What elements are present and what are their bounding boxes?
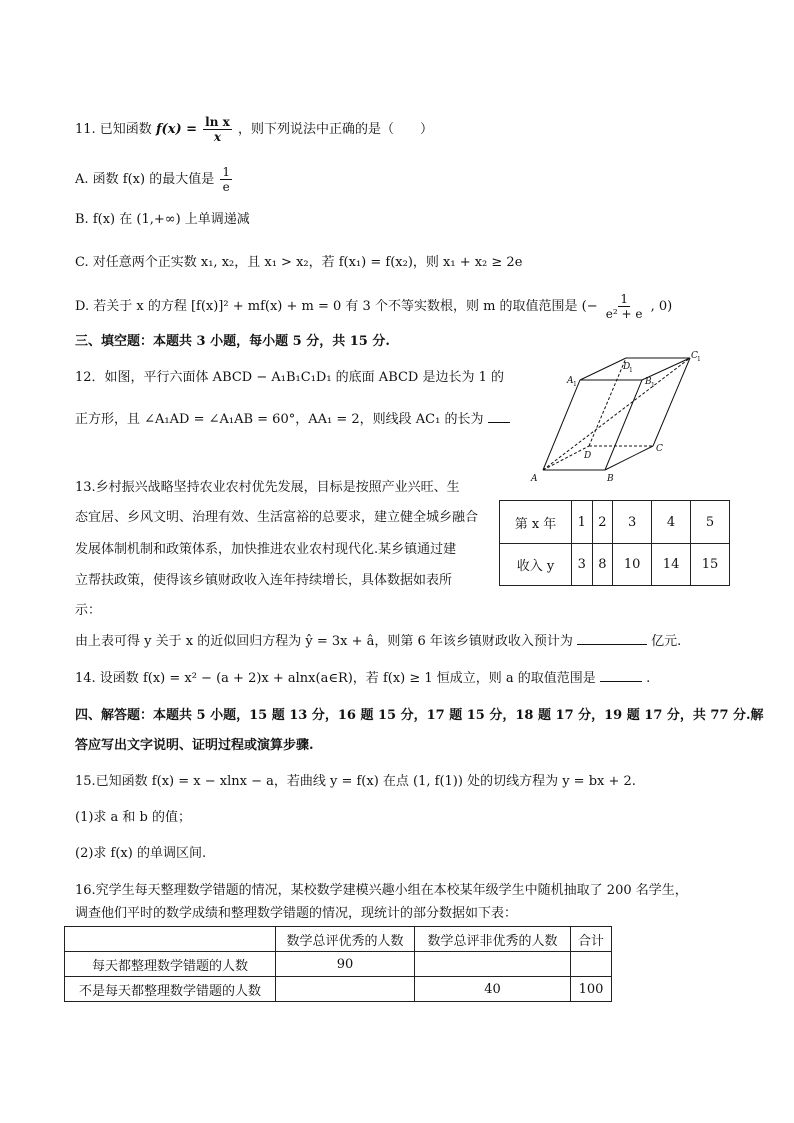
- vertex-sub-d1: 1: [629, 367, 633, 374]
- q13-table-row-y: [500, 544, 730, 586]
- vertex-label-b1: B: [645, 377, 652, 387]
- q16-table-header-cell: 数学总评非优秀的人数: [415, 927, 571, 952]
- vertex-label-c1: C: [691, 351, 698, 361]
- q16-table-cell: 每天都整理数学错题的人数: [65, 952, 276, 977]
- q13-line3: 发展体制机制和政策体系，加快推进农业农村现代化.某乡镇通过建: [75, 542, 457, 557]
- q13-line6-text: 由上表可得 y 关于 x 的近似回归方程为 ŷ = 3x + â，则第 6 年该乡镇财政收入预计为: [75, 634, 573, 649]
- q16-table-cell: 90: [276, 952, 415, 977]
- q13-line1: 13.乡村振兴战略坚持农业农村优先发展，目标是按照产业兴旺、生: [75, 480, 460, 495]
- q13-table-x-cell: 1: [572, 501, 593, 544]
- q14-tail: .: [646, 671, 651, 686]
- vertex-sub-b1: 1: [651, 382, 655, 389]
- q13-table-row-x: [500, 501, 730, 544]
- vertex-sub-c1: 1: [697, 356, 701, 363]
- q16-table-cell: [571, 952, 612, 977]
- q16-table-header-row: [65, 927, 612, 952]
- q16-table-row: [65, 952, 612, 977]
- q15-stem: 15.已知函数 f(x) = x − xlnx − a，若曲线 y = f(x) 在点 (1, f(1)) 处的切线方程为 y = bx + 2.: [75, 774, 636, 789]
- q11-option-c: C. 对任意两个正实数 x₁, x₂，且 x₁ > x₂，若 f(x₁) = f(x₂)，则 x₁ + x₂ ≥ 2e: [75, 255, 523, 270]
- q11-option-d-den: e² + e: [605, 307, 643, 321]
- q13-table-y-cell: 8: [592, 544, 613, 586]
- q12-line1: 12．如图，平行六面体 ABCD − A₁B₁C₁D₁ 的底面 ABCD 是边长为 1 的: [75, 370, 505, 385]
- q15-part2: (2)求 f(x) 的单调区间.: [75, 846, 207, 861]
- vertex-label-d1: D: [623, 362, 631, 372]
- q16-table-cell: 100: [571, 977, 612, 1002]
- vertex-sub-a1: 1: [573, 381, 577, 388]
- q13-line2: 态宜居、乡风文明、治理有效、生活富裕的总要求，建立健全城乡融合: [75, 510, 479, 525]
- q12-line2-text: 正方形，且 ∠A₁AD = ∠A₁AB = 60°，AA₁ = 2，则线段 AC₁ 的长为: [75, 412, 484, 427]
- q11-option-d-text: D. 若关于 x 的方程 [f(x)]² + mf(x) + m = 0 有 3 个不等实数根，则 m 的取值范围是 (−: [75, 299, 598, 314]
- q11-option-d-fraction: [604, 292, 645, 321]
- edge-cc1: [653, 358, 690, 446]
- q13-answer-blank: [577, 644, 647, 645]
- q16-table-row: [65, 977, 612, 1002]
- q11-stem: [75, 115, 433, 144]
- q13-table-y-cell: 15: [691, 544, 730, 586]
- q13-table-x-cell: 3: [613, 501, 652, 544]
- q16-table-cell: 不是每天都整理数学错题的人数: [65, 977, 276, 1002]
- section3-heading: 三、填空题：本题共 3 小题，每小题 5 分，共 15 分.: [75, 334, 390, 349]
- q11-option-a-num: 1: [222, 165, 230, 179]
- q16-table-header-cell: 合计: [571, 927, 612, 952]
- vertex-label-a1: A: [567, 376, 574, 386]
- q13-line4: 立帮扶政策，使得该乡镇财政收入连年持续增长，具体数据如表所: [75, 573, 453, 588]
- q13-table-row-x-label: 第 x 年: [500, 501, 572, 544]
- q13-line6: [75, 632, 681, 652]
- vertex-label-a: A: [531, 474, 538, 484]
- q14-line: [75, 669, 650, 689]
- q14-answer-blank: [600, 681, 642, 682]
- q11-option-a-den: e: [222, 180, 230, 194]
- q11-func-lhs: f(x) =: [155, 122, 198, 137]
- q12-answer-blank: [488, 422, 510, 423]
- q13-table-y-cell: 3: [572, 544, 593, 586]
- vertex-label-d: D: [584, 451, 592, 461]
- edge-a1d1: [580, 358, 626, 380]
- q15-part1: (1)求 a 和 b 的值；: [75, 810, 192, 825]
- q12-line2: [75, 410, 510, 430]
- q13-line6-tail: 亿元.: [651, 634, 682, 649]
- q16-table-header-cell: 数学总评优秀的人数: [276, 927, 415, 952]
- edge-bc: [605, 446, 653, 470]
- q11-option-b: B. f(x) 在 (1,+∞) 上单调递减: [75, 212, 250, 227]
- vertex-label-b: B: [607, 474, 614, 484]
- parallelepiped-figure: [525, 350, 715, 485]
- vertex-label-c: C: [656, 444, 663, 454]
- q14-text: 14. 设函数 f(x) = x² − (a + 2)x + alnx(a∈R)，若 f(x) ≥ 1 恒成立，则 a 的取值范围是: [75, 671, 596, 686]
- q11-option-d-num: 1: [620, 292, 628, 306]
- q11-option-d-tail: , 0): [650, 299, 673, 314]
- q11-option-a: [75, 165, 234, 194]
- q11-option-a-fraction: [220, 165, 232, 194]
- q16-line2: 调查他们平时的数学成绩和整理数学错题的情况，现统计的部分数据如下表：: [75, 906, 518, 921]
- q13-table-y-cell: 10: [613, 544, 652, 586]
- q11-option-d: [75, 292, 672, 321]
- edge-ad: [543, 446, 592, 470]
- q11-func-fraction: [203, 115, 232, 144]
- q11-stem-prefix: 11. 已知函数: [75, 122, 152, 137]
- q16-table-cell: 40: [415, 977, 571, 1002]
- q16-table-cell: [276, 977, 415, 1002]
- q16-table-header-cell: [65, 927, 276, 952]
- q16-table-cell: [415, 952, 571, 977]
- q13-table-y-cell: 14: [652, 544, 691, 586]
- q11-func-num: ln x: [205, 115, 230, 129]
- diagonal-ac1: [543, 358, 690, 470]
- q11-option-a-text: A. 函数 f(x) 的最大值是: [75, 172, 215, 187]
- section4-heading-line1: 四、解答题：本题共 5 小题，15 题 13 分，16 题 15 分，17 题 15 分，18 题 17 分，19 题 17 分，共 77 分.解: [75, 708, 764, 723]
- q13-table-x-cell: 2: [592, 501, 613, 544]
- q13-table-x-cell: 4: [652, 501, 691, 544]
- q16-line1: 16.究学生每天整理数学错题的情况，某校数学建模兴趣小组在本校某年级学生中随机抽取了 200 名学生，: [75, 883, 688, 898]
- q13-line5: 示：: [75, 603, 102, 618]
- q16-data-table: [64, 926, 612, 1002]
- q11-func-den: x: [213, 130, 222, 144]
- q13-table-x-cell: 5: [691, 501, 730, 544]
- q13-data-table: [499, 500, 730, 586]
- q13-table-row-y-label: 收入 y: [500, 544, 572, 586]
- q11-stem-suffix: ，则下列说法中正确的是（ ）: [237, 122, 433, 137]
- section4-heading-line2: 答应写出文字说明、证明过程或演算步骤.: [75, 738, 314, 753]
